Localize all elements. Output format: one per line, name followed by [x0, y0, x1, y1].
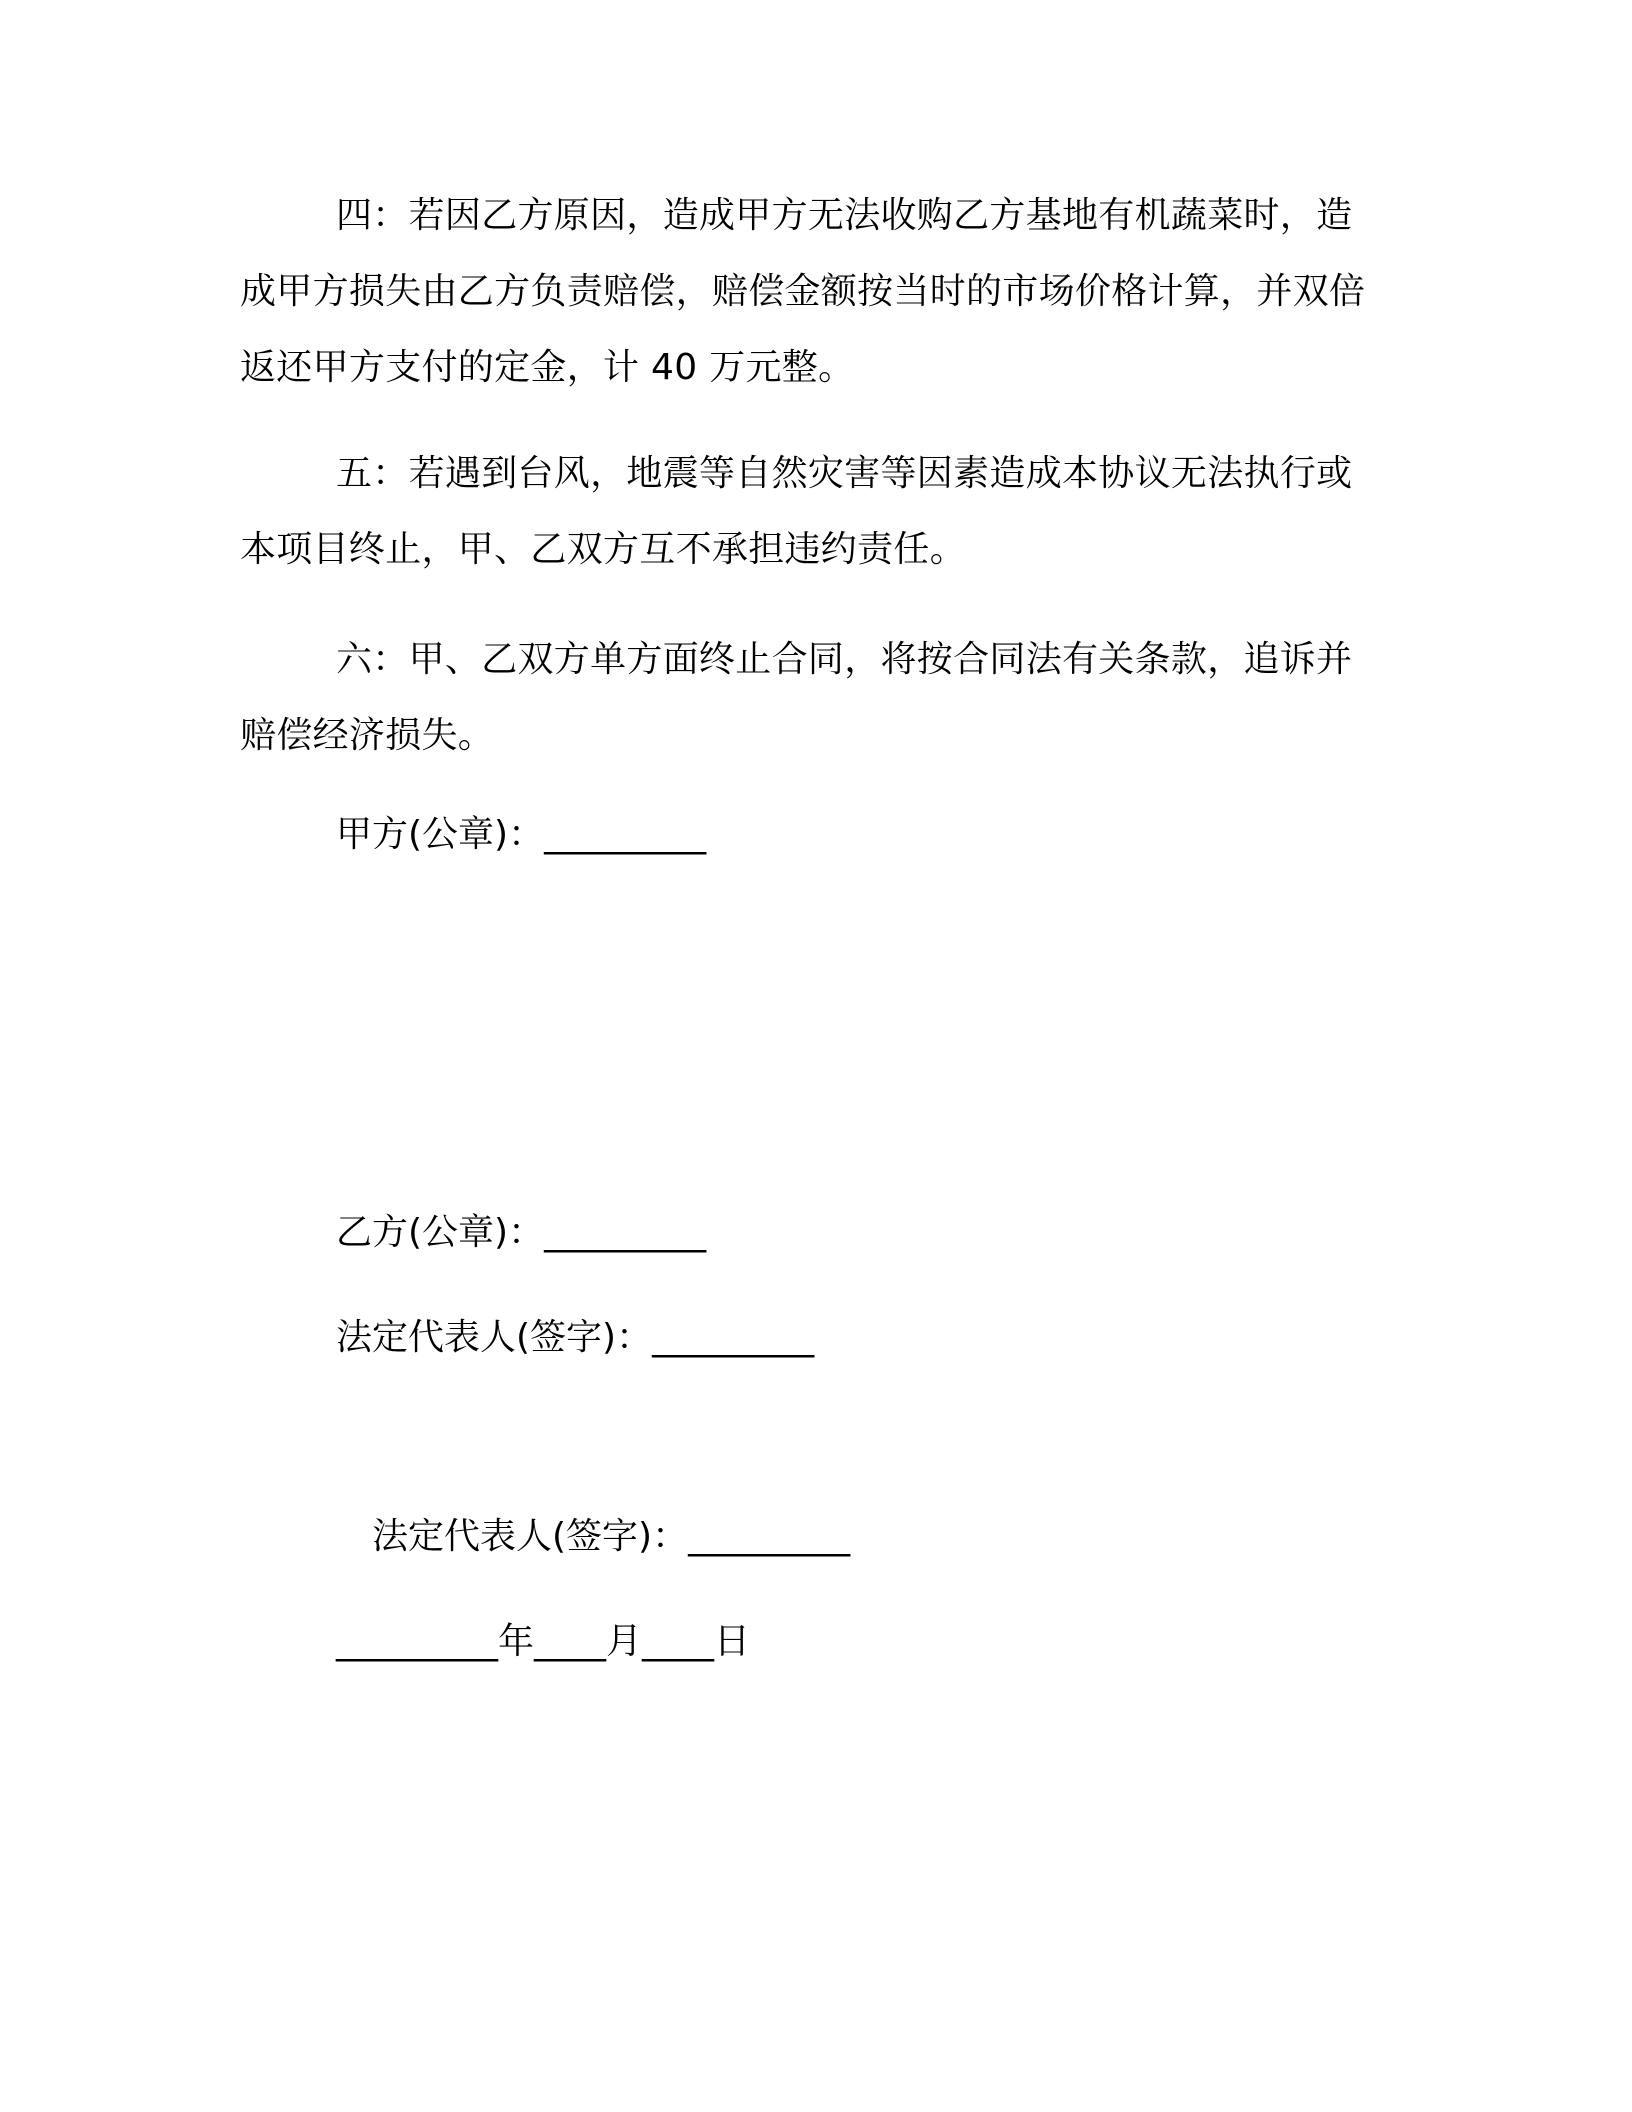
day-label: 日 — [714, 1621, 751, 1662]
party-b-blank: _________ — [544, 1212, 707, 1253]
party-b-label: 乙方(公章)： — [336, 1212, 545, 1253]
legal-rep-1-blank: _________ — [652, 1317, 815, 1358]
legal-rep-2-blank: _________ — [688, 1516, 851, 1557]
clause-six: 六：甲、乙双方单方面终止合同，将按合同法有关条款，追诉并赔偿经济损失。 — [240, 639, 1353, 756]
legal-rep-1-label: 法定代表人(签字)： — [336, 1317, 653, 1358]
month-blank: ____ — [534, 1621, 607, 1662]
party-b-signature-line — [336, 1208, 706, 1258]
party-a-blank: _________ — [544, 814, 707, 855]
legal-rep-2-label: 法定代表人(签字)： — [372, 1516, 689, 1557]
legal-rep-signature-line-2 — [372, 1512, 850, 1562]
day-blank: ____ — [642, 1621, 715, 1662]
clause-four: 四：若因乙方原因，造成甲方无法收购乙方基地有机蔬菜时，造成甲方损失由乙方负责赔偿，赔偿金额按当时的市场价格计算，并双倍返还甲方支付的定金，计 40 万元整。 — [240, 195, 1366, 388]
party-a-label: 甲方(公章)： — [336, 814, 545, 855]
party-a-signature-line — [336, 810, 706, 860]
year-blank: _________ — [336, 1621, 498, 1662]
month-label: 月 — [606, 1621, 643, 1662]
date-line — [336, 1617, 750, 1667]
year-label: 年 — [498, 1621, 535, 1662]
clause-five: 五：若遇到台风，地震等自然灾害等因素造成本协议无法执行或本项目终止，甲、乙双方互不承担违约责任。 — [240, 453, 1353, 570]
legal-rep-signature-line-1 — [336, 1313, 814, 1363]
